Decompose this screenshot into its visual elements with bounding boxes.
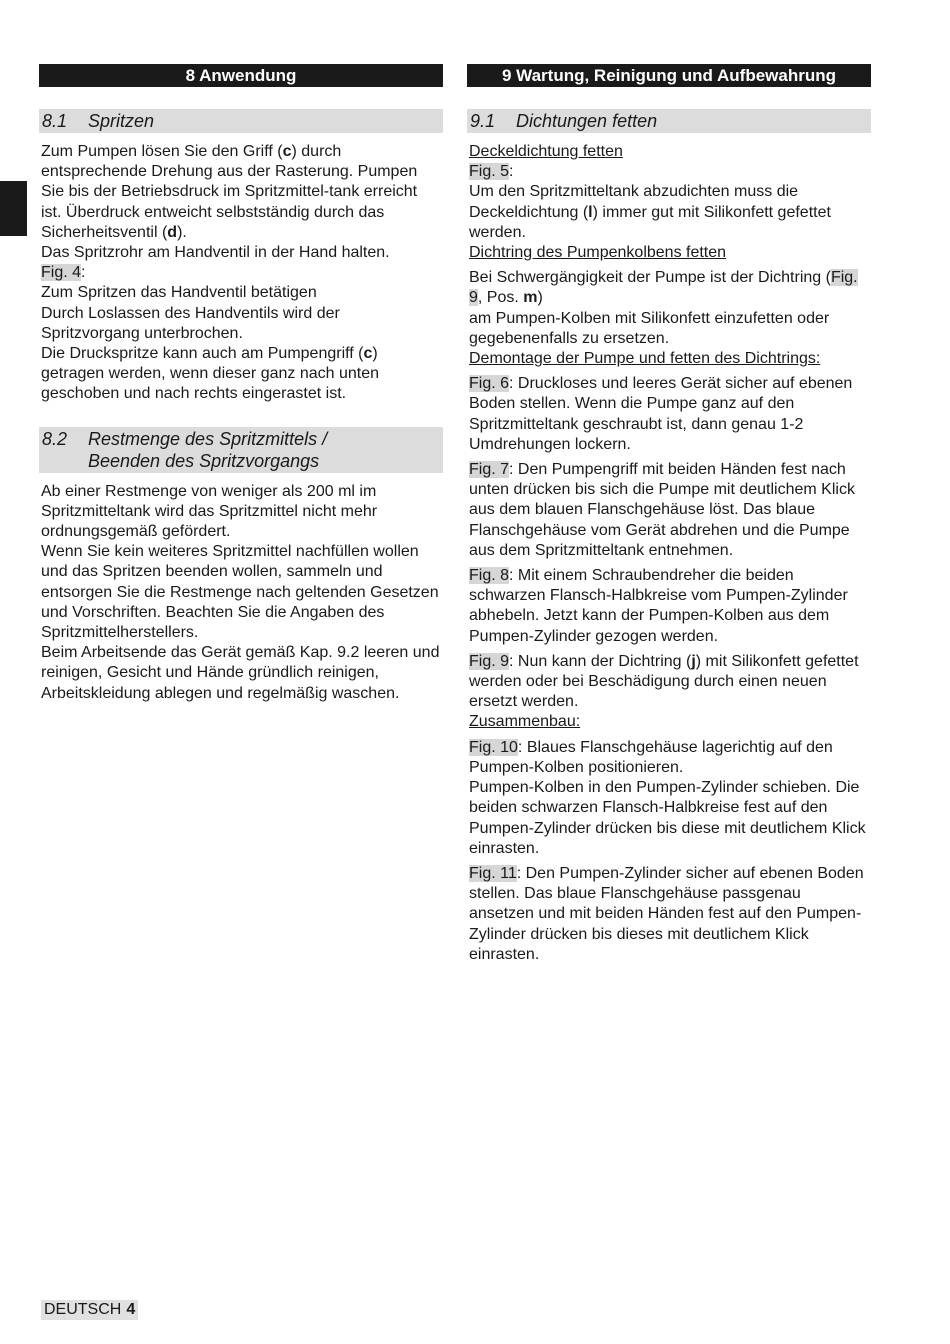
paragraph [469, 268, 869, 308]
ref-letter: c [282, 143, 292, 160]
section-title [88, 428, 440, 472]
paragraph [41, 344, 441, 405]
ref-letter: l [588, 203, 593, 221]
text: ) mit Silikonfett gefettet werden oder bei Beschädigung durch einen neuen ersetzt werden. [469, 652, 859, 711]
left-column [39, 64, 443, 704]
text: : Nun kann der Dichtring ( [509, 652, 692, 670]
text: Zum Pumpen lösen Sie den Griff ( [41, 143, 283, 160]
figure-reference: Fig. 4 [41, 264, 82, 282]
section-title: Spritzen [88, 111, 155, 131]
paragraph [469, 566, 869, 647]
side-tab-marker [0, 181, 27, 236]
text: : Den Pumpengriff mit beiden Händen fest nach unten drücken bis sich die Pumpe mit deutlichem Klick aus dem blauen Flanschgehäuse löst. Das blaue Flanschgehäuse vom Gerät abdrehen und die Pumpe aus dem Spritzmitteltank entnehmen. [469, 461, 855, 559]
paragraph [469, 460, 869, 561]
section-number: 8.2 [42, 428, 68, 449]
paragraph: Beim Arbeitsende das Gerät gemäß Kap. 9.2 leeren und reinigen, Gesicht und Hände gründlich reinigen, Arbeitskleidung ablegen und regelmäßig waschen. [41, 644, 440, 702]
section-title-line: Beenden des Spritzvorgangs [88, 450, 320, 471]
paragraph [469, 864, 869, 965]
paragraph [41, 142, 441, 243]
ref-letter: c [363, 345, 373, 363]
figure-reference: Fig. 7 [469, 461, 510, 479]
text: : [509, 163, 514, 181]
text: : Mit einem Schraubendreher die beiden schwarzen Flansch-Halbkreise vom Pumpen-Zylinder abhebeln. Jetzt kann der Pumpen-Kolben aus dem Pumpen-Zylinder gezogen werden. [469, 567, 848, 645]
paragraph [41, 263, 441, 283]
paragraph: Zum Spritzen das Handventil betätigen [41, 284, 317, 302]
text: : [81, 264, 86, 282]
footer-language: DEUTSCH [44, 1301, 122, 1318]
paragraph [469, 182, 869, 243]
subheading-demontage: Demontage der Pumpe und fetten des Dichtrings: [469, 350, 821, 368]
page-number: 4 [126, 1301, 136, 1318]
figure-reference: Fig. 9 [469, 652, 510, 670]
chapter-8-heading: 8 Anwendung [39, 64, 443, 87]
paragraph: Pumpen-Kolben in den Pumpen-Zylinder schieben. Die beiden schwarzen Flansch-Halbkreise fest auf den Pumpen-Zylinder drücken bis diese mit deutlichem Klick einrasten. [469, 779, 866, 857]
subheading-dichtring: Dichtring des Pumpenkolbens fetten [469, 244, 727, 262]
figure-reference: Fig. 10 [469, 738, 518, 756]
figure-reference: Fig. 6 [469, 375, 510, 393]
paragraph [469, 162, 869, 182]
text: ). [177, 223, 187, 241]
paragraph: Durch Loslassen des Handventils wird der Spritzvorgang unterbrochen. [41, 304, 340, 342]
paragraph [469, 374, 869, 455]
text: Die Druckspritze kann auch am Pumpengriff ( [41, 345, 364, 363]
section-8-2-body [39, 482, 443, 704]
subheading-zusammenbau: Zusammenbau: [469, 713, 581, 731]
section-8-2-heading [39, 427, 443, 473]
page-footer [41, 1300, 138, 1320]
paragraph: Wenn Sie kein weiteres Spritzmittel nachfüllen wollen und das Spritzen beenden wollen, sammeln und entsorgen Sie die Restmenge nach geltenden Gesetzen und Vorschriften. Beachten Sie die Angaben des Spritzmittelherstellers. [41, 543, 439, 642]
section-number: 8.1 [42, 111, 68, 131]
text: : Blaues Flanschgehäuse lagerichtig auf den Pumpen-Kolben positionieren. [469, 738, 833, 776]
text: : Den Pumpen-Zylinder sicher auf ebenen Boden stellen. Das blaue Flanschgehäuse passgenau ansetzen und mit beiden Händen fest auf den Pumpen-Zylinder drücken bis dieses mit deutlichem Klick einrasten. [469, 864, 864, 963]
subheading-deckeldichtung: Deckeldichtung fetten [469, 143, 623, 160]
chapter-9-heading: 9 Wartung, Reinigung und Aufbewahrung [467, 64, 871, 87]
figure-reference: Fig. 9 [469, 269, 858, 307]
paragraph [469, 652, 869, 713]
paragraph: am Pumpen-Kolben mit Silikonfett einzufetten oder gegebenenfalls zu ersetzen. [469, 309, 830, 347]
section-8-1-heading [39, 109, 443, 133]
figure-reference: Fig. 5 [469, 163, 510, 181]
section-title: Dichtungen fetten [516, 111, 658, 131]
figure-reference: Fig. 11 [469, 864, 517, 882]
ref-letter: j [691, 652, 696, 670]
text: , Pos. [477, 289, 524, 307]
figure-reference: Fig. 8 [469, 567, 510, 585]
paragraph [469, 738, 869, 778]
ref-letter: m [523, 289, 538, 307]
text: ) immer gut mit Silikonfett gefettet werden. [469, 203, 831, 241]
text: : Druckloses und leeres Gerät sicher auf ebenen Boden stellen. Wenn die Pumpe ganz auf den Spritzmitteltank geschraubt ist, dann genau 1-2 Umdrehungen lockern. [469, 375, 853, 453]
text: Bei Schwergängigkeit der Pumpe ist der Dichtring ( [469, 269, 831, 287]
section-9-1-body [467, 142, 871, 965]
section-8-1-body [39, 142, 443, 405]
section-9-1-heading [467, 109, 871, 133]
section-number: 9.1 [470, 111, 496, 131]
section-title-line: Restmenge des Spritzmittels / [88, 428, 328, 449]
text: Um den Spritzmitteltank abzudichten muss die Deckeldichtung ( [469, 183, 799, 221]
text: ) [537, 289, 543, 307]
right-column [467, 64, 871, 965]
text: ) getragen werden, wenn dieser ganz nach unten geschoben und nach rechts eingerastet ist. [41, 345, 380, 403]
paragraph: Ab einer Restmenge von weniger als 200 ml im Spritzmitteltank wird das Spritzmittel nicht mehr ordnungsgemäß gefördert. [41, 482, 378, 541]
ref-letter: d [167, 223, 178, 241]
text: ) durch entsprechende Drehung aus der Rasterung. Pumpen Sie bis der Betriebsdruck im Spritzmittel-tank erreicht ist. Überdruck entweicht selbstständig durch das Sicherheitsventil ( [41, 143, 418, 241]
paragraph: Das Spritzrohr am Handventil in der Hand halten. [41, 244, 390, 262]
